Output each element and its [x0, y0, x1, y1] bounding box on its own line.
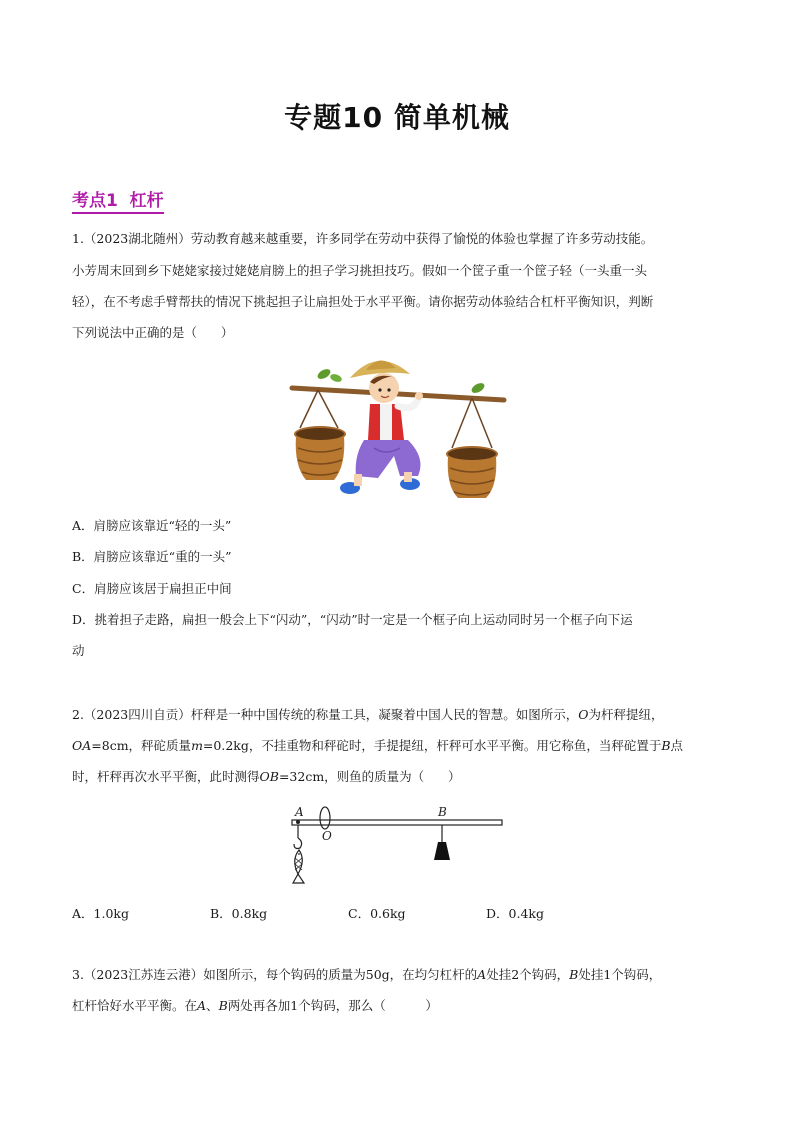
- q1-option-d: D．挑着担子走路，扁担一般会上下“闪动”，“闪动”时一定是一个框子向上运动同时另一个框子向下运: [72, 612, 633, 627]
- q2-options-row: [72, 904, 632, 920]
- q2-option-d: D．0.4kg: [486, 906, 544, 921]
- section-heading: 考点1 杠杆: [72, 186, 164, 214]
- q1-option-a: A．肩膀应该靠近“轻的一头”: [72, 518, 232, 533]
- q1-line-4: 下列说法中正确的是（ ）: [72, 325, 234, 340]
- steelyard-diagram: [282, 798, 508, 890]
- q2-line-3: 时，杆秤再次水平平衡，此时测得OB=32cm，则鱼的质量为（ ）: [72, 769, 461, 784]
- q2-option-b: B．0.8kg: [210, 906, 268, 921]
- q2-line-1: 2.（2023四川自贡）杆秤是一种中国传统的称量工具，凝聚着中国人民的智慧。如图所示，O为杆秤提纽，: [72, 707, 664, 722]
- q1-line-2: 小芳周末回到乡下姥姥家接过姥姥肩膀上的担子学习挑担技巧。假如一个筐子重一个筐子轻（一头重一头: [72, 263, 648, 278]
- label-o: O: [322, 829, 332, 843]
- q3-line-2: 杠杆恰好水平平衡。在A、B两处再各加1个钩码，那么（ ）: [72, 998, 438, 1013]
- q1-option-d-continued: 动: [72, 643, 85, 658]
- fish-icon: [293, 850, 304, 883]
- q2-line-2: OA=8cm，秤砣质量m=0.2kg，不挂重物和秤砣时，手提提纽，杆秤可水平平衡。用它称鱼，当秤砣置于B点: [72, 738, 684, 753]
- q2-option-a: A．1.0kg: [72, 906, 129, 921]
- label-b: B: [438, 805, 447, 819]
- q3-line-1: 3.（2023江苏连云港）如图所示，每个钩码的质量为50g，在均匀杠杆的A处挂2个钩码，B处挂1个钩码，: [72, 967, 662, 982]
- label-a: A: [295, 805, 304, 819]
- q2-option-c: C．0.6kg: [348, 906, 406, 921]
- q1-option-b: B．肩膀应该靠近“重的一头”: [72, 549, 232, 564]
- q1-option-c: C．肩膀应该居于扁担正中间: [72, 581, 232, 596]
- page-title: 专题10 简单机械: [284, 101, 510, 134]
- q1-line-1: 1.（2023湖北随州）劳动教育越来越重要，许多同学在劳动中获得了愉悦的体验也掌握了许多劳动技能。: [72, 231, 654, 246]
- girl-carrying-baskets-illustration: [288, 348, 508, 508]
- q1-line-3: 轻），在不考虑手臂帮扶的情况下挑起担子让扁担处于水平平衡。请你据劳动体验结合杠杆平衡知识，判断: [72, 294, 654, 309]
